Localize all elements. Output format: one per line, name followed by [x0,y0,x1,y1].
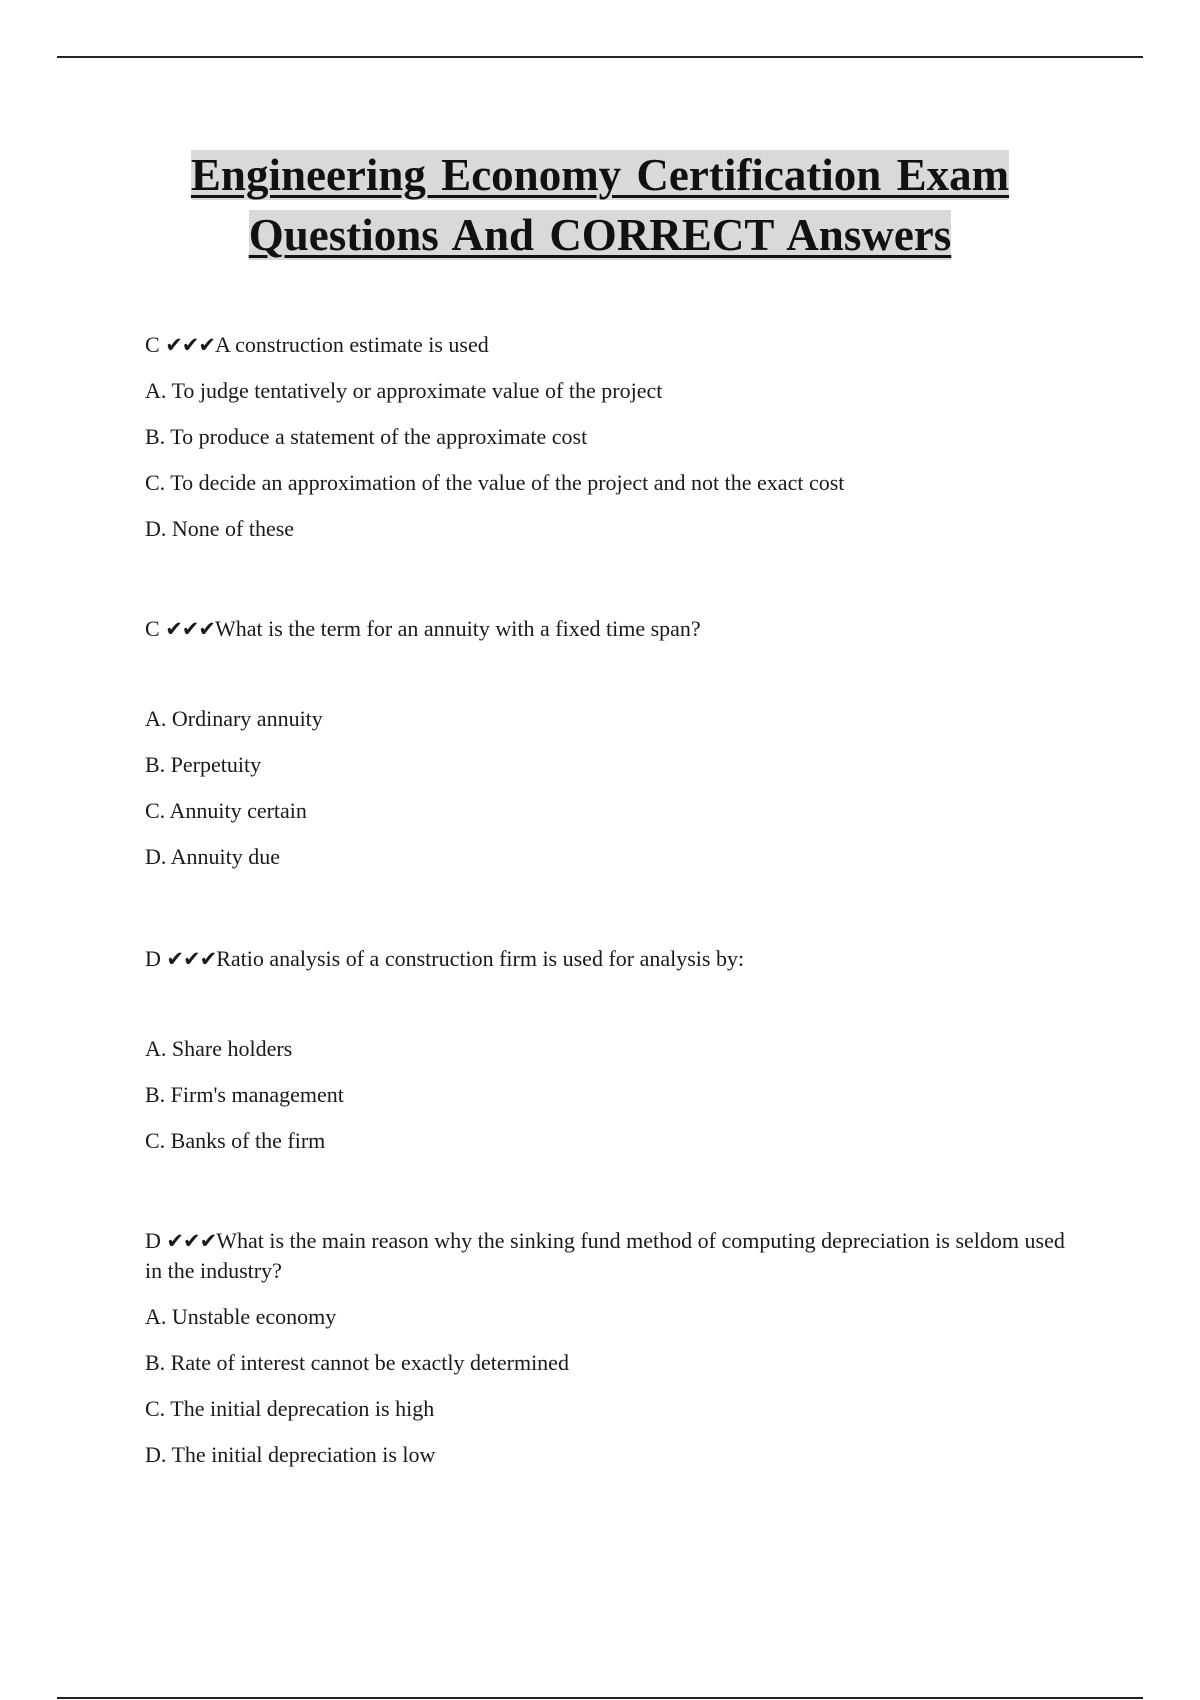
question-stem [145,944,1065,974]
answer-letter: D [145,946,161,971]
title-line-2: Questions And CORRECT Answers [248,210,952,260]
question-block [145,1226,1065,1470]
checkmark-icon: ✔✔✔ [165,333,215,357]
option-c: C. Banks of the firm [145,1128,326,1153]
question-block [145,614,1065,872]
document-title [80,145,1120,265]
option-a: A. Share holders [145,1036,293,1061]
option-d: D. Annuity due [145,844,281,869]
question-text: A construction estimate is used [214,332,489,357]
option-d: D. The initial depreciation is low [145,1442,436,1467]
answer-letter: C [145,616,160,641]
question-list [145,330,1065,1486]
answer-letter: C [145,332,160,357]
question-text: Ratio analysis of a construction firm is used for analysis by: [216,946,745,971]
option-b: B. To produce a statement of the approximate cost [145,424,588,449]
option-a: A. Ordinary annuity [145,706,323,731]
option-c: C. To decide an approximation of the value of the project and not the exact cost [145,470,845,495]
option-b: B. Rate of interest cannot be exactly determined [145,1350,569,1375]
title-line-1: Engineering Economy Certification Exam [190,150,1010,200]
checkmark-icon: ✔✔✔ [165,617,215,641]
question-block [145,944,1065,1156]
question-stem [145,614,1065,644]
question-stem [145,330,1065,360]
option-c: C. Annuity certain [145,798,307,823]
question-block [145,330,1065,544]
option-a: A. To judge tentatively or approximate value of the project [145,378,663,403]
option-c: C. The initial deprecation is high [145,1396,435,1421]
option-b: B. Firm's management [145,1082,344,1107]
question-stem [145,1226,1065,1286]
header-rule [57,56,1143,58]
option-a: A. Unstable economy [145,1304,337,1329]
checkmark-icon: ✔✔✔ [166,1229,217,1253]
checkmark-icon: ✔✔✔ [166,947,217,971]
question-text: What is the main reason why the sinking fund method of computing depreciation is seldom used in the industry? [145,1228,1065,1283]
option-d: D. None of these [145,516,295,541]
footer-rule [57,1697,1143,1699]
option-b: B. Perpetuity [145,752,262,777]
question-text: What is the term for an annuity with a fixed time span? [214,616,701,641]
answer-letter: D [145,1228,161,1253]
